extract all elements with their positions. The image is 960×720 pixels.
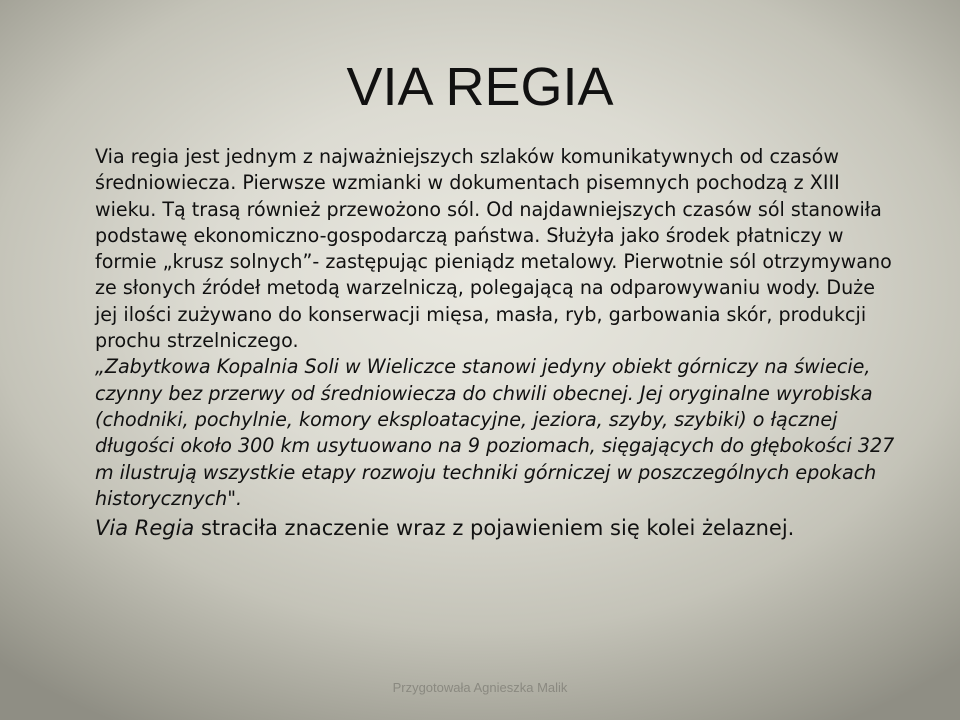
paragraph-wieliczka-quote: „Zabytkowa Kopalnia Soli w Wieliczce stanowi jedyny obiekt górniczy na świecie, czynny bez przerwy od średniowiecza do chwili obecnej. Jej oryginalne wyrobiska (chodniki, pochylnie, komory eksploatacyjne, jeziora, szyby, szybiki) o łącznej długości około 300 km usytuowano na 9 poziomach, sięgających do głębokości 327 m ilustrują wszystkie etapy rozwoju techniki górniczej w poszczególnych epokach historycznych". <box>95 355 895 510</box>
footer-author: Przygotowała Agnieszka Malik <box>392 680 568 695</box>
paragraph-conclusion <box>95 514 895 543</box>
slide-body <box>95 144 895 543</box>
paragraph-salt-history: Via regia jest jednym z najważniejszych szlaków komunikatywnych od czasów średniowiecza. Pierwsze wzmianki w dokumentach pisemnych pochodzą z XIII wieku. Tą trasą również przewożono sól. Od najdawniejszych czasów sól stanowiła podstawę ekonomiczno-gospodarczą państwa. Służyła jako środek płatniczy w formie „krusz solnych”- zastępując pieniądz metalowy. Pierwotnie sól otrzymywano ze słonych źródeł metodą warzelniczą, polegającą na odparowywaniu wody. Duże jej ilości zużywano do konserwacji mięsa, masła, ryb, garbowania skór, produkcji prochu strzelniczego. <box>95 145 892 353</box>
slide-title: VIA REGIA <box>346 57 614 117</box>
conclusion-text: straciła znaczenie wraz z pojawieniem się kolei żelaznej. <box>194 516 795 541</box>
via-regia-italic: Via Regia <box>95 516 195 541</box>
